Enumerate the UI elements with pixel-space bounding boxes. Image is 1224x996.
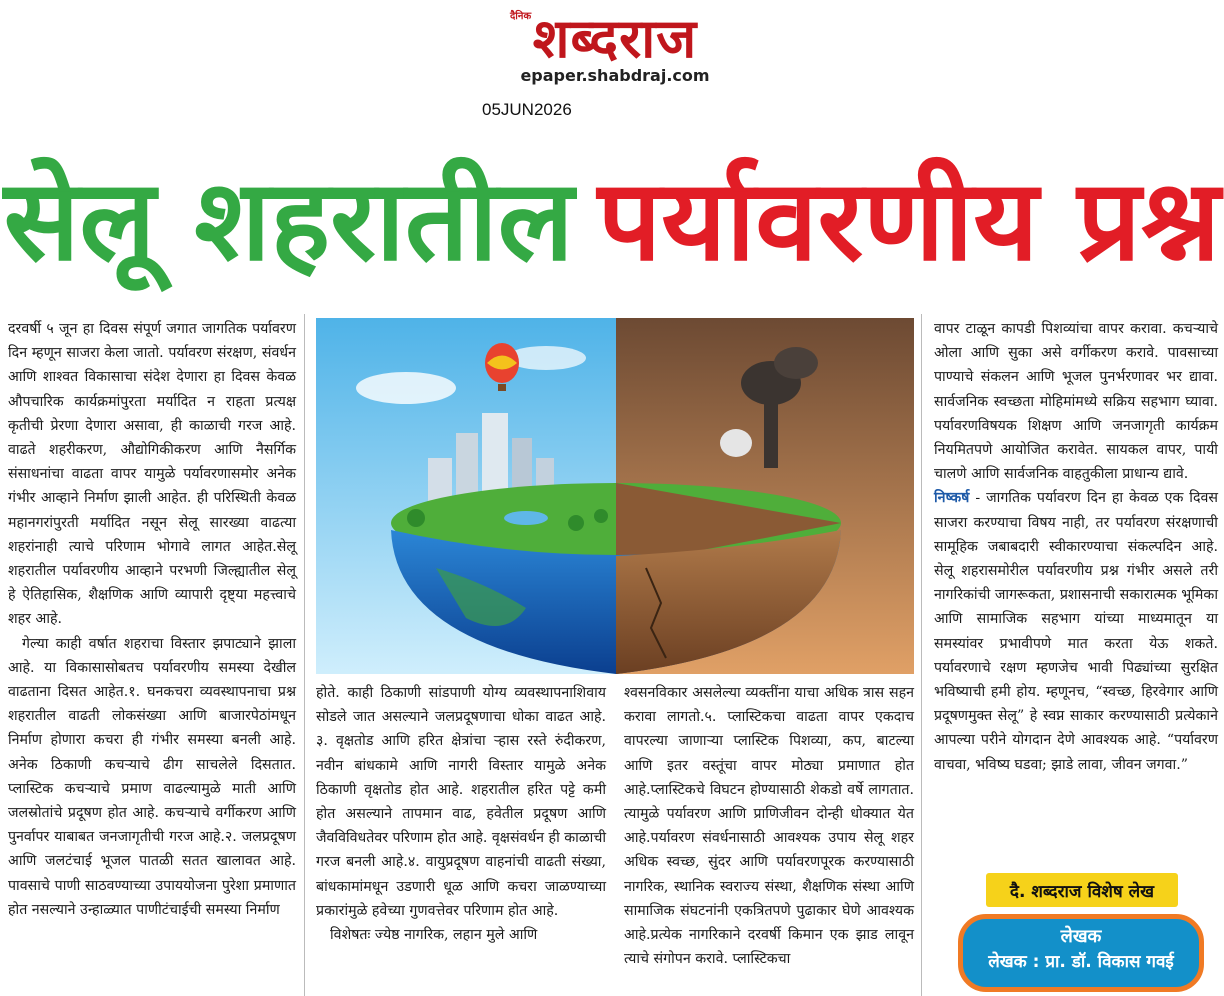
earth-illustration (316, 318, 914, 674)
headline-part-green: सेलू शहरातील (3, 155, 574, 286)
article-column-1 (8, 317, 296, 922)
article-paragraph: दरवर्षी ५ जून हा दिवस संपूर्ण जगात जागतिक पर्यावरण दिन म्हणून साजरा केला जातो. पर्यावरण संरक्षण, संवर्धन आणि शाश्वत विकासाचा संदेश देणारा हा दिवस केवळ औपचारिक कार्यक्रमांपुरता मर्यादित न राहता प्रत्यक्ष कृतीची प्रेरणा देणारा असावा, ही काळाची गरज आहे. वाढते शहरीकरण, औद्योगिकीकरण आणि नैसर्गिक संसाधनांचा वाढता वापर यामुळे पर्यावरणासमोर अनेक गंभीर आव्हाने निर्माण झाली आहेत. ही परिस्थिती केवळ महानगरांपुरती मर्यादित नसून सेलू सारख्या वाढत्या शहरांनाही त्याचे परिणाम भोगावे लागत आहेत.सेलू शहरातील पर्यावरणीय आव्हाने परभणी जिल्ह्यातील सेलू हे ऐतिहासिक, शैक्षणिक आणि व्यापारी दृष्ट्या महत्त्वाचे शहर आहे. (8, 321, 296, 628)
article-column-3 (624, 681, 914, 971)
masthead (470, 8, 760, 98)
article-conclusion (934, 486, 1218, 776)
special-article-badge (986, 873, 1178, 907)
column-divider (304, 314, 305, 996)
badge-label: दै. शब्दराज विशेष लेख (1009, 881, 1155, 902)
conclusion-label: निष्कर्ष (934, 490, 970, 507)
author-box (958, 914, 1204, 992)
issue-date: 05JUN2026 (482, 100, 572, 119)
article-column-2 (316, 681, 606, 947)
article-paragraph: वापर टाळून कापडी पिशव्यांचा वापर करावा. कचऱ्याचे ओला आणि सुका असे वर्गीकरण करावे. पावसाच्या पाण्याचे संकलन आणि भूजल पुनर्भरणावर भर द्यावा. सार्वजनिक स्वच्छता मोहिमांमध्ये सक्रिय सहभाग घ्यावा. पर्यावरणविषयक शिक्षण आणि जनजागृती कार्यक्रम नियमितपणे आयोजित करावेत. सायकल वापर, पायी चालणे आणि सार्वजनिक वाहतुकीला प्राधान्य द्यावे. (934, 321, 1218, 483)
article-paragraph: होते. काही ठिकाणी सांडपाणी योग्य व्यवस्थापनाशिवाय सोडले जात असल्याने जलप्रदूषणाचा धोका वाढत आहे. ३. वृक्षतोड आणि हरित क्षेत्रांचा ऱ्हास रस्ते रुंदीकरण, नवीन बांधकामे आणि नागरी विस्तार यामुळे अनेक ठिकाणी वृक्षतोड होत आहे. शहरातील हरित पट्टे कमी होत असल्याने तापमान वाढ, हवेतील प्रदूषण आणि जैवविविधतेवर परिणाम होत आहे. वृक्षसंवर्धन ही काळाची गरज बनली आहे.४. वायुप्रदूषण वाहनांची वाढती संख्या, बांधकामांमधून उडणारी धूळ आणि कचरा जाळण्याच्या प्रकारांमुळे हवेच्या गुणवत्तेवर परिणाम होत आहे. (316, 685, 606, 919)
masthead-logo: शब्दराज (532, 6, 698, 70)
author-name: लेखक : प्रा. डॉ. विकास गवई (988, 952, 1174, 972)
half-green-half-polluted-earth-icon (316, 318, 914, 674)
author-role: लेखक (1060, 926, 1102, 947)
masthead-url[interactable]: epaper.shabdraj.com (520, 66, 710, 85)
article-column-4 (934, 317, 1218, 777)
conclusion-text: - जागतिक पर्यावरण दिन हा केवळ एक दिवस साजरा करण्याचा विषय नाही, तर पर्यावरण संरक्षणाची सामूहिक जबाबदारी स्वीकारण्याचा संकल्पदिन आहे. सेलू शहरासमोरील पर्यावरणीय प्रश्न गंभीर असले तरी नागरिकांची जागरूकता, प्रशासनाची सकारात्मक भूमिका आणि सामाजिक सहभाग यांच्या माध्यमातून या समस्यांवर प्रभावीपणे मात करता येऊ शकते. पर्यावरणाचे रक्षण म्हणजेच भावी पिढ्यांच्या सुरक्षित भविष्याची हमी होय. म्हणूनच, “स्वच्छ, हिरवेगार आणि प्रदूषणमुक्त सेलू” हे स्वप्न साकार करण्यासाठी प्रत्येकाने आपल्या परीने योगदान देणे आवश्यक आहे. “पर्यावरण वाचवा, भविष्य घडवा; झाडे लावा, जीवन जगवा.” (934, 490, 1218, 773)
headline (0, 128, 1224, 313)
article-paragraph: श्वसनविकार असलेल्या व्यक्तींना याचा अधिक त्रास सहन करावा लागतो.५. प्लास्टिकचा वाढता वापर एकदाच वापरल्या जाणाऱ्या प्लास्टिक पिशव्या, कप, बाटल्या आणि इतर वस्तूंचा वापर मोठ्या प्रमाणात होत आहे.प्लास्टिकचे विघटन होण्यासाठी शेकडो वर्षे लागतात. त्यामुळे पर्यावरण आणि प्राणिजीवन दोन्ही धोक्यात येत आहे.पर्यावरण संवर्धनासाठी आवश्यक उपाय सेलू शहर अधिक स्वच्छ, सुंदर आणि पर्यावरणपूरक करण्यासाठी नागरिक, स्थानिक स्वराज्य संस्था, शैक्षणिक संस्था आणि सामाजिक संघटनांनी एकत्रितपणे पुढाकार घेणे आवश्यक आहे.प्रत्येक नागरिकाने दरवर्षी किमान एक झाड लावून त्याचे संगोपन करावे. प्लास्टिकचा (624, 685, 914, 968)
masthead-tagline: दैनिक (510, 11, 532, 22)
column-divider (921, 314, 922, 996)
article-paragraph: गेल्या काही वर्षात शहराचा विस्तार झपाट्याने झाला आहे. या विकासासोबतच पर्यावरणीय समस्या देखील वाढताना दिसत आहेत.१. घनकचरा व्यवस्थापनाचा प्रश्न शहरातील वाढती लोकसंख्या आणि बाजारपेठांमधून निर्माण होणारा कचरा ही गंभीर समस्या बनली आहे. अनेक ठिकाणी कचऱ्याचे ढीग साचलेले दिसतात. प्लास्टिक कचऱ्याचे प्रमाण वाढल्यामुळे माती आणि जलस्रोतांचे प्रदूषण होत आहे. कचऱ्याचे वर्गीकरण आणि पुनर्वापर याबाबत जनजागृतीची गरज आहे.२. जलप्रदूषण आणि जलटंचाई भूजल पातळी सतत खालावत आहे. पावसाचे पाणी साठवण्याच्या उपाययोजना पुरेशा प्रमाणात होत नसल्याने उन्हाळ्यात पाणीटंचाईची समस्या निर्माण (8, 635, 296, 918)
article-paragraph: विशेषतः ज्येष्ठ नागरिक, लहान मुले आणि (330, 927, 538, 944)
headline-part-red: पर्यावरणीय प्रश्न (597, 155, 1221, 286)
